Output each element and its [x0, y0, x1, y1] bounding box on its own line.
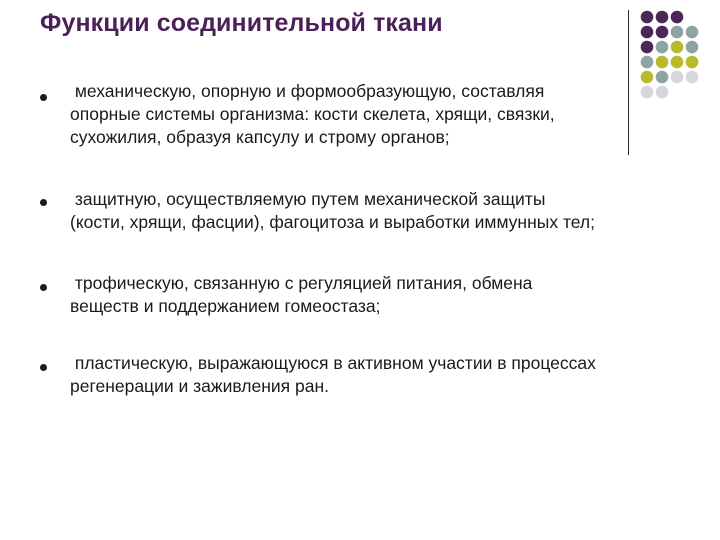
- decorative-dot: [671, 56, 684, 69]
- bullet-text: [70, 80, 555, 149]
- bullet-line: веществ и поддержанием гомеостаза;: [70, 296, 381, 316]
- bullet-line: пластическую, выражающуюся в активном участии в процессах: [70, 353, 596, 373]
- slide-title: Функции соединительной ткани: [40, 9, 443, 37]
- decorative-dot: [641, 56, 654, 69]
- bullet-line: трофическую, связанную с регуляцией питания, обмена: [70, 273, 533, 293]
- decorative-dot: [656, 71, 669, 84]
- bullet-marker: [40, 364, 47, 371]
- bullet-line: (кости, хрящи, фасции), фагоцитоза и выработки иммунных тел;: [70, 212, 595, 232]
- decorative-dot: [656, 11, 669, 24]
- decorative-dot: [671, 26, 684, 39]
- bullet-marker: [40, 94, 47, 101]
- decorative-dot: [641, 41, 654, 54]
- bullet-marker: [40, 284, 47, 291]
- decorative-dot: [686, 71, 699, 84]
- bullet-line: опорные системы организма: кости скелета, хрящи, связки,: [70, 104, 555, 124]
- bullet-text: [70, 352, 596, 398]
- decorative-dot: [641, 86, 654, 99]
- decorative-dot: [686, 26, 699, 39]
- vertical-divider: [628, 10, 629, 155]
- decorative-dot: [641, 26, 654, 39]
- decorative-dot: [641, 11, 654, 24]
- decorative-dot: [656, 56, 669, 69]
- decorative-dot: [671, 41, 684, 54]
- bullet-text: [70, 188, 595, 234]
- bullet-line: регенерации и заживления ран.: [70, 376, 329, 396]
- bullet-text: [70, 272, 532, 318]
- decorative-dot: [671, 11, 684, 24]
- decorative-dot: [671, 71, 684, 84]
- decorative-dot: [686, 41, 699, 54]
- bullet-marker: [40, 199, 47, 206]
- decorative-dot: [641, 71, 654, 84]
- bullet-line: сухожилия, образуя капсулу и строму органов;: [70, 127, 450, 147]
- bullet-line: защитную, осуществляемую путем механической защиты: [70, 189, 546, 209]
- decorative-dot: [656, 86, 669, 99]
- decorative-dot: [656, 26, 669, 39]
- decorative-dot: [686, 56, 699, 69]
- bullet-line: механическую, опорную и формообразующую, составляя: [70, 81, 545, 101]
- decorative-dot: [656, 41, 669, 54]
